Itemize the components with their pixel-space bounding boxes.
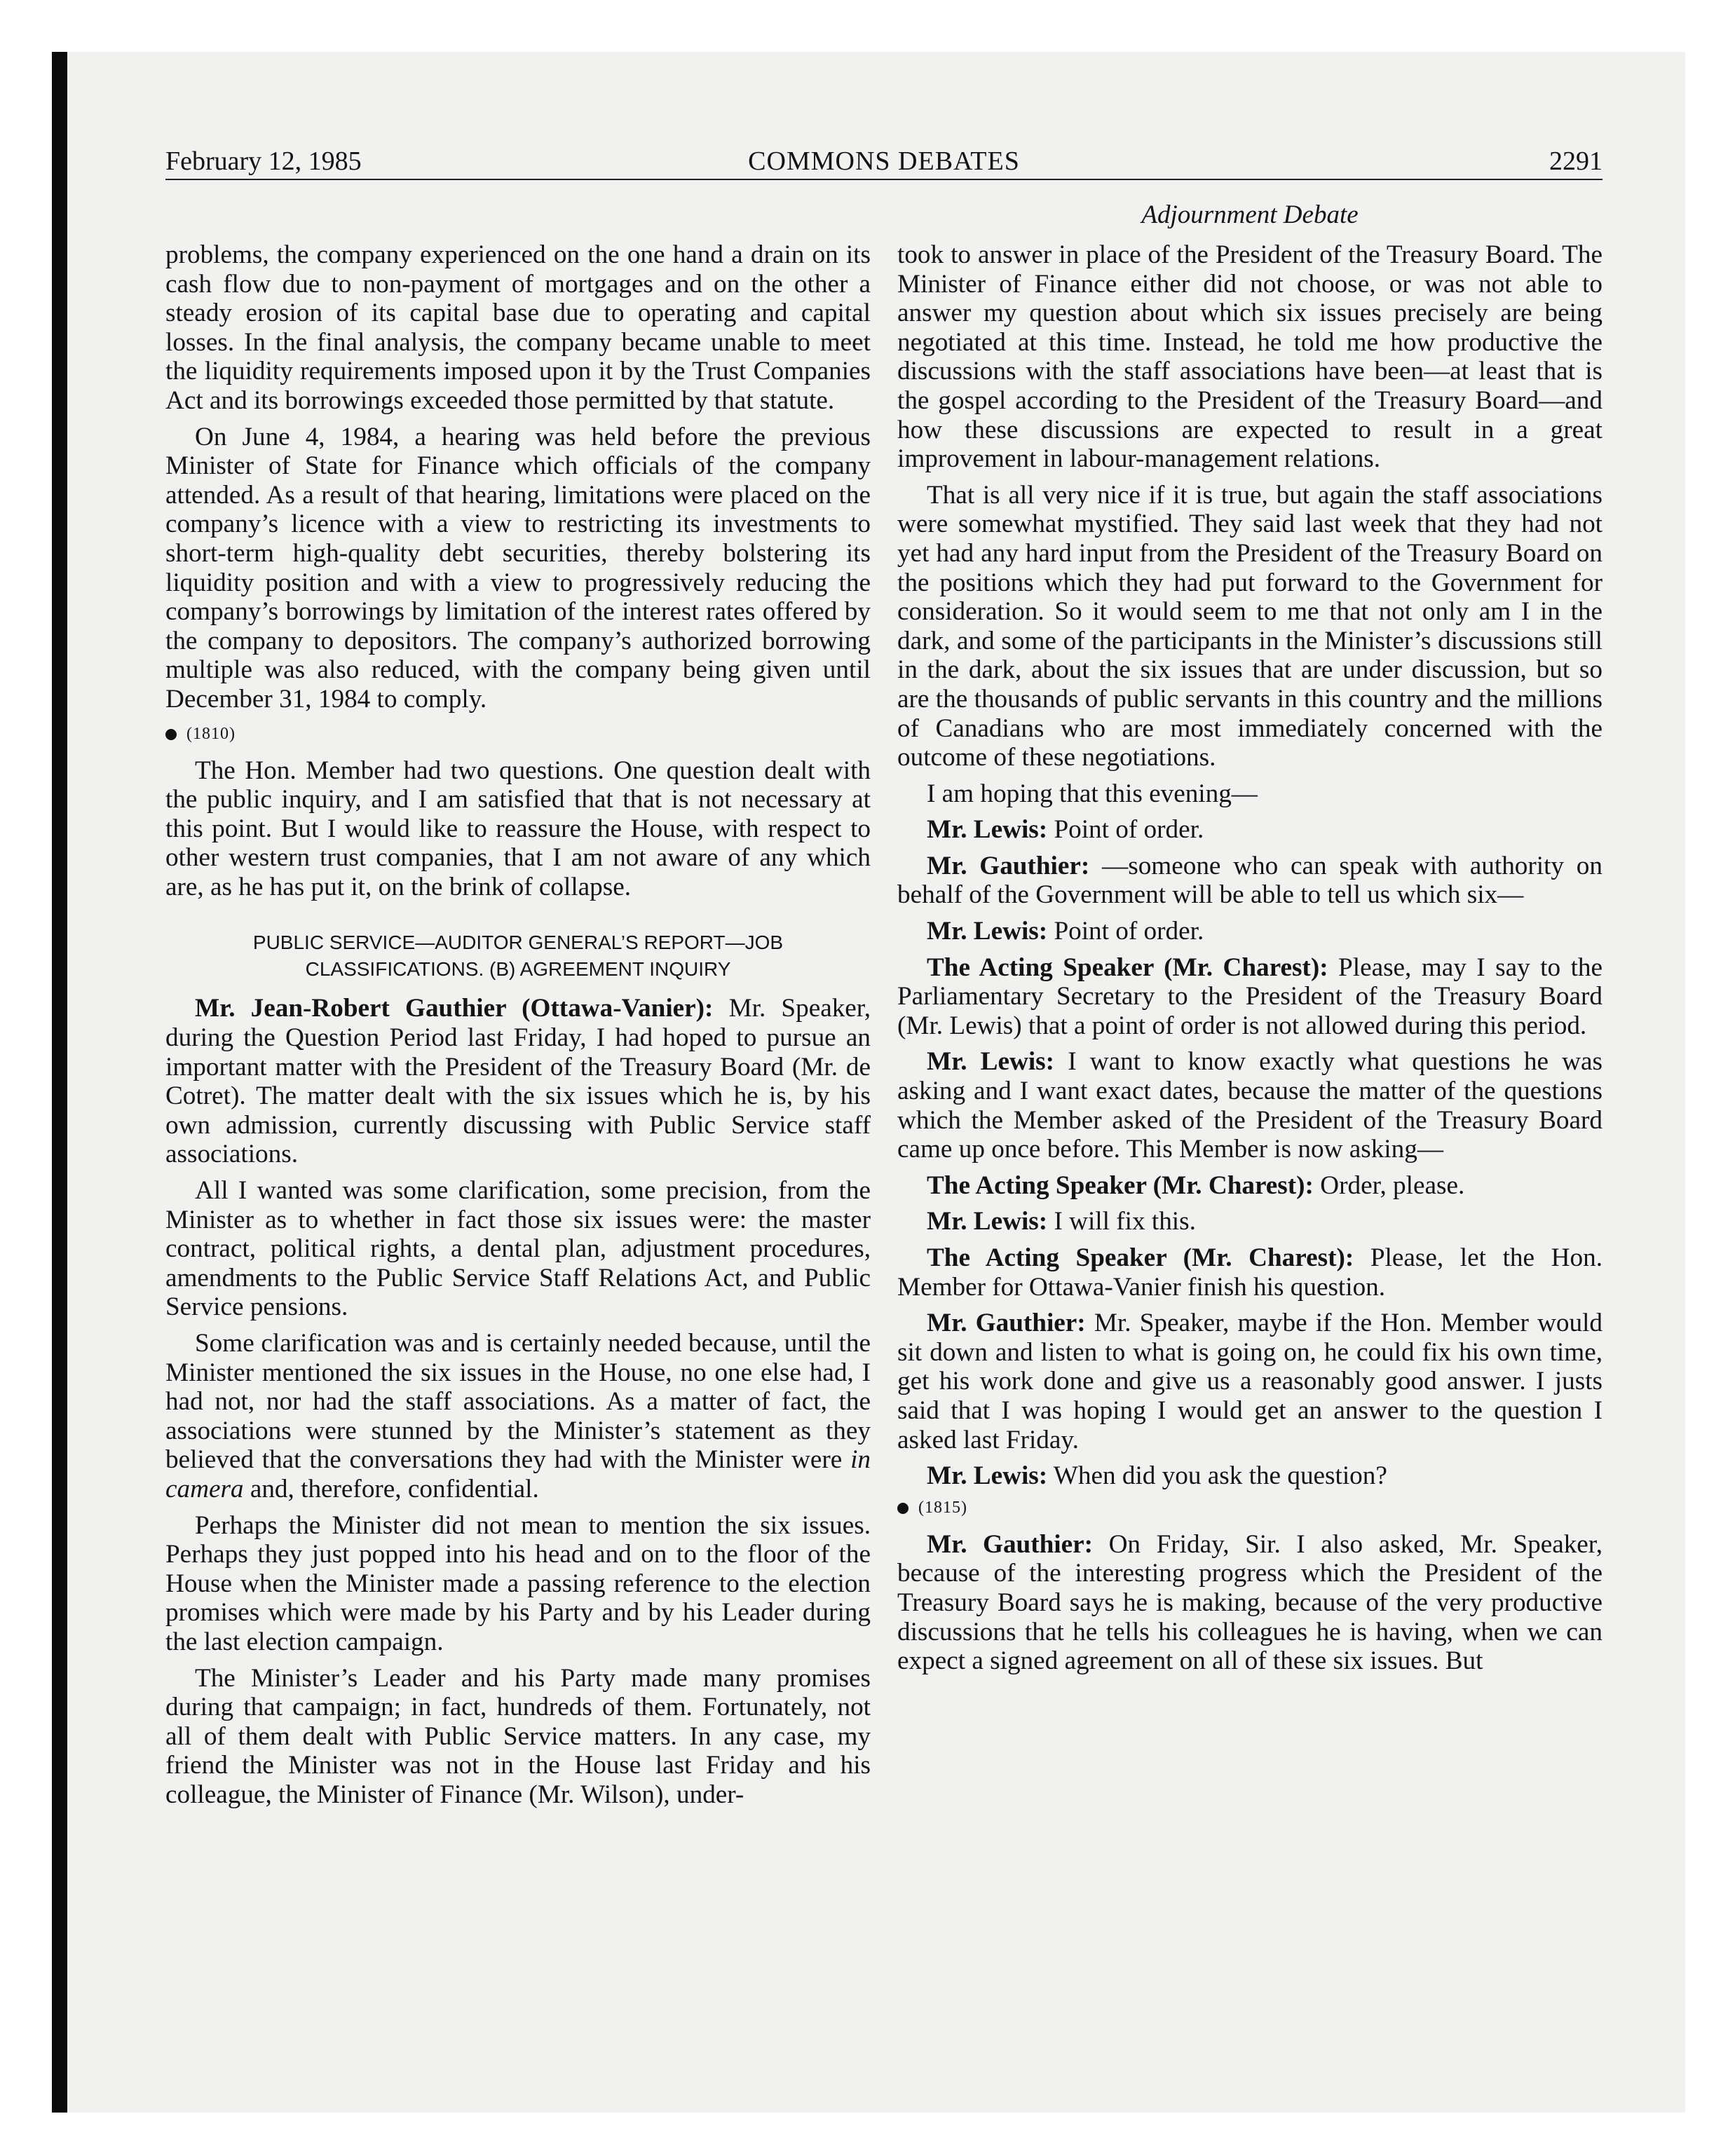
speech-text: Point of order. [1047, 917, 1204, 946]
speech-text: Mr. Speaker, maybe if the Hon. Member would sit down and listen to what is going on, he could fix his own time, get his work done and give us a reasonably good answer. I justs said that I was hoping I would get an answer to the question I asked last Friday. [897, 1309, 1603, 1454]
paragraph: The Minister’s Leader and his Party made many promises during that campaign; in fact, hundreds of them. Fortunately, not all of them dealt with Public Service matters. In any case, my friend the Minister was not in the House last Friday and his colleague, the Minister of Finance (Mr. Wilson), under- [165, 1663, 871, 1809]
paragraph-text: and, therefore, confidential. [243, 1474, 539, 1503]
speech-text: —someone who can speak with authority on behalf of the Government will be able to tell us which six— [897, 851, 1603, 910]
speech-paragraph [897, 953, 1603, 1041]
speaker-name: Mr. Lewis: [927, 1461, 1048, 1491]
section-title: Adjournment Debate [1141, 200, 1359, 229]
speech-paragraph [897, 1243, 1603, 1302]
time-marker [897, 1495, 1603, 1520]
speech-paragraph [897, 917, 1603, 946]
time-marker-label: (1815) [918, 1498, 967, 1517]
speech-paragraph [897, 1171, 1603, 1201]
speech-text: Point of order. [1047, 815, 1204, 845]
speech-paragraph [897, 1309, 1603, 1454]
bullet-icon [165, 729, 177, 740]
paragraph-text: Some clarification was and is certainly needed because, until the Minister mentioned the six issues in the House, no one else had, I had not, nor had the staff associations. As a matter of fact, the associations were stunned by the Minister’s statement as they believed that the conversations they had with the Minister were [165, 1329, 871, 1475]
binding-shadow [52, 52, 67, 2113]
speaker-name: Mr. Gauthier: [927, 851, 1090, 880]
speech-text: When did you ask the question? [1047, 1461, 1387, 1491]
speech-text: Mr. Speaker, during the Question Period last Friday, I had hoped to pursue an important matter with the President of the Treasury Board (Mr. de Cotret). The matter dealt with the six issues which he is, by his own admission, currently discussing with Public Service staff associations. [165, 994, 871, 1169]
right-column [897, 240, 1603, 1683]
header-page-number: 2291 [1549, 146, 1603, 176]
speaker-name: Mr. Lewis: [927, 1207, 1048, 1236]
speaker-name: Mr. Lewis: [927, 815, 1048, 845]
speech-paragraph [897, 1461, 1603, 1491]
header-journal-title: COMMONS DEBATES [748, 146, 1020, 176]
speech-text: I want to know exactly what questions he was asking and I want exact dates, because the matter of the questions which the Member asked of the President of the Treasury Board came up once before. This Member is now asking— [897, 1047, 1603, 1164]
speaker-name: Mr. Gauthier: [927, 1529, 1094, 1559]
header-date: February 12, 1985 [165, 146, 362, 176]
speaker-name: The Acting Speaker (Mr. Charest): [927, 1171, 1314, 1200]
speech-text: Please, may I say to the Parliamentary Secretary to the President of the Treasury Board (Mr. Lewis) that a point of order is not allowed during this period. [897, 953, 1603, 1040]
bullet-icon [897, 1503, 909, 1514]
document-page [165, 144, 1603, 2050]
speech-paragraph [897, 1530, 1603, 1676]
speaker-name: Mr. Lewis: [927, 1047, 1055, 1077]
speech-paragraph [897, 1047, 1603, 1164]
paragraph: That is all very nice if it is true, but again the staff associations were somewhat mystified. They said last week that they had not yet had any hard input from the President of the Treasury Board on the positions which they had put forward to the Government for consideration. So it would seem to me that not only am I in the dark, and some of the participants in the Minister’s discussions still in the dark, about the six issues that are under discussion, but so are the thousands of public servants in this country and the millions of Canadians who are most immediately concerned with the outcome of these negotiations. [897, 480, 1603, 772]
speaker-name: Mr. Jean-Robert Gauthier (Ottawa-Vanier): [195, 994, 714, 1023]
speech-text: On Friday, Sir. I also asked, Mr. Speaker, because of the interesting progress which the President of the Treasury Board says he is making, because of the very productive discussions that he tells his colleagues he is having, when we can expect a signed agreement on all of these six issues. But [897, 1529, 1603, 1676]
time-marker [165, 721, 871, 746]
paragraph: took to answer in place of the President of the Treasury Board. The Minister of Finance either did not choose, or was not able to answer my question about which six issues precisely are being negotiated at this time. Instead, he told me how productive the discussions with the staff associations have been—at least that is the gospel according to the President of the Treasury Board—and how these discussions are expected to result in a great improvement in labour-management relations. [897, 240, 1603, 474]
debate-heading-line: PUBLIC SERVICE—AUDITOR GENERAL’S REPORT—JOB [252, 932, 784, 954]
paragraph: I am hoping that this evening— [927, 779, 1258, 808]
time-marker-label: (1810) [186, 724, 236, 743]
debate-heading-line: CLASSIFICATIONS. (B) AGREEMENT INQUIRY [305, 958, 731, 981]
speaker-name: Mr. Lewis: [927, 917, 1048, 946]
paragraph: Perhaps the Minister did not mean to mention the six issues. Perhaps they just popped into his head and on to the floor of the House when the Minister made a passing reference to the election promises which were made by his Party and by his Leader during the last election campaign. [165, 1510, 871, 1656]
left-column [165, 240, 871, 1817]
paragraph [165, 1329, 871, 1504]
speech-paragraph [897, 815, 1603, 845]
italic-phrase: in camera [165, 1445, 871, 1503]
paragraph: problems, the company experienced on the one hand a drain on its cash flow due to non-payment of mortgages and on the other a steady erosion of its capital base due to operating and capital losses. In the final analysis, the company became unable to meet the liquidity requirements imposed upon it by the Trust Companies Act and its borrowings exceeded those permitted by that statute. [165, 240, 871, 415]
speech-text: Order, please. [1313, 1171, 1465, 1200]
speaker-name: The Acting Speaker (Mr. Charest): [927, 1243, 1354, 1272]
speech-paragraph [165, 994, 871, 1169]
speech-paragraph [897, 1207, 1603, 1236]
speech-paragraph [897, 852, 1603, 910]
paragraph: All I wanted was some clarification, some precision, from the Minister as to whether in fact those six issues were: the master contract, political rights, a dental plan, adjustment procedures, amendments to the Public Service Staff Relations Act, and Public Service pensions. [165, 1176, 871, 1322]
speaker-name: The Acting Speaker (Mr. Charest): [927, 953, 1328, 982]
speaker-name: Mr. Gauthier: [927, 1309, 1086, 1338]
speech-text: Please, let the Hon. Member for Ottawa-Vanier finish his question. [897, 1243, 1603, 1302]
debate-heading [179, 929, 857, 983]
running-header [165, 144, 1603, 180]
paragraph: On June 4, 1984, a hearing was held before the previous Minister of State for Finance which officials of the company attended. As a result of that hearing, limitations were placed on the company’s licence with a view to restricting its investments to short-term high-quality debt securities, thereby bolstering its liquidity position and with a view to progressively reducing the company’s borrowings by limitation of the interest rates offered by the company to depositors. The company’s authorized borrowing multiple was also reduced, with the company being given until December 31, 1984 to comply. [165, 422, 871, 714]
speech-text: I will fix this. [1047, 1207, 1196, 1236]
paragraph: The Hon. Member had two questions. One question dealt with the public inquiry, and I am satisfied that that is not necessary at this point. But I would like to reassure the House, with respect to other western trust companies, that I am not aware of any which are, as he has put it, on the brink of collapse. [165, 756, 871, 901]
